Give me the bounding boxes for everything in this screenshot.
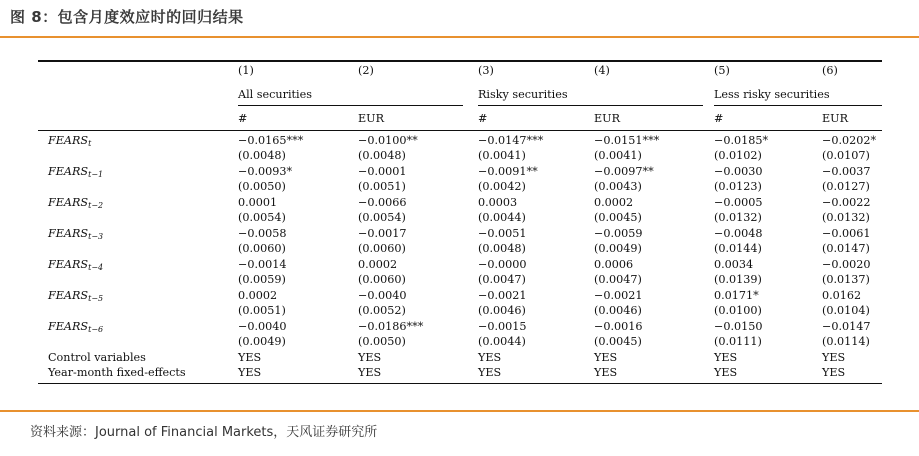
column-subheader: # — [714, 112, 724, 125]
group-underline — [238, 105, 463, 106]
coefficient-cell: −0.0058 — [238, 227, 287, 240]
coefficient-cell: −0.0016 — [594, 320, 643, 333]
row-subscript: t−3 — [88, 232, 104, 241]
std-error-cell: (0.0051) — [358, 180, 406, 193]
column-number: (3) — [478, 64, 494, 77]
coefficient-cell: −0.0093* — [238, 165, 293, 178]
std-error-cell: (0.0059) — [238, 273, 286, 286]
std-error-cell: (0.0139) — [714, 273, 762, 286]
control-value: YES — [594, 351, 618, 364]
row-label — [48, 134, 91, 151]
column-subheader: # — [238, 112, 248, 125]
column-number: (6) — [822, 64, 838, 77]
coefficient-cell: 0.0001 — [238, 196, 278, 209]
std-error-cell: (0.0132) — [822, 211, 870, 224]
coefficient-cell: −0.0147*** — [478, 134, 544, 147]
row-subscript: t−4 — [88, 263, 104, 272]
coefficient-cell: −0.0040 — [358, 289, 407, 302]
column-number: (5) — [714, 64, 730, 77]
std-error-cell: (0.0147) — [822, 242, 870, 255]
std-error-cell: (0.0123) — [714, 180, 762, 193]
coefficient-cell: −0.0097** — [594, 165, 654, 178]
control-value: YES — [358, 351, 382, 364]
row-variable: FEARS — [48, 165, 89, 178]
table-top-rule — [38, 60, 882, 62]
title-rule — [0, 36, 919, 38]
coefficient-cell: −0.0037 — [822, 165, 871, 178]
std-error-cell: (0.0102) — [714, 149, 762, 162]
coefficient-cell: −0.0061 — [822, 227, 871, 240]
std-error-cell: (0.0060) — [358, 273, 406, 286]
coefficient-cell: −0.0091** — [478, 165, 538, 178]
coefficient-cell: −0.0014 — [238, 258, 287, 271]
std-error-cell: (0.0042) — [478, 180, 526, 193]
coefficient-cell: −0.0066 — [358, 196, 407, 209]
std-error-cell: (0.0041) — [478, 149, 526, 162]
control-value: YES — [238, 366, 262, 379]
std-error-cell: (0.0144) — [714, 242, 762, 255]
std-error-cell: (0.0045) — [594, 211, 642, 224]
header-rule — [38, 130, 882, 131]
control-label: Control variables — [48, 351, 146, 364]
column-number: (1) — [238, 64, 254, 77]
std-error-cell: (0.0041) — [594, 149, 642, 162]
coefficient-cell: −0.0015 — [478, 320, 527, 333]
std-error-cell: (0.0060) — [358, 242, 406, 255]
coefficient-cell: −0.0022 — [822, 196, 871, 209]
coefficient-cell: 0.0162 — [822, 289, 862, 302]
row-label — [48, 165, 103, 182]
row-subscript: t−5 — [88, 294, 104, 303]
std-error-cell: (0.0114) — [822, 335, 870, 348]
std-error-cell: (0.0111) — [714, 335, 762, 348]
std-error-cell: (0.0051) — [238, 304, 286, 317]
row-subscript: t−6 — [88, 325, 104, 334]
figure-title: 图 8：包含月度效应时的回归结果 — [10, 8, 244, 26]
coefficient-cell: −0.0059 — [594, 227, 643, 240]
table-bottom-rule — [38, 383, 882, 384]
group-label: Less risky securities — [714, 88, 830, 101]
row-label — [48, 320, 103, 337]
std-error-cell: (0.0046) — [594, 304, 642, 317]
coefficient-cell: −0.0048 — [714, 227, 763, 240]
group-label: All securities — [238, 88, 312, 101]
row-label — [48, 227, 103, 244]
coefficient-cell: 0.0002 — [238, 289, 278, 302]
std-error-cell: (0.0044) — [478, 335, 526, 348]
std-error-cell: (0.0100) — [714, 304, 762, 317]
control-value: YES — [714, 351, 738, 364]
row-label — [48, 289, 103, 306]
std-error-cell: (0.0047) — [594, 273, 642, 286]
std-error-cell: (0.0046) — [478, 304, 526, 317]
row-variable: FEARS — [48, 196, 89, 209]
std-error-cell: (0.0049) — [594, 242, 642, 255]
row-subscript: t−2 — [88, 201, 104, 210]
coefficient-cell: 0.0034 — [714, 258, 754, 271]
control-value: YES — [822, 351, 846, 364]
coefficient-cell: −0.0186*** — [358, 320, 424, 333]
column-subheader: # — [478, 112, 488, 125]
coefficient-cell: −0.0202* — [822, 134, 877, 147]
column-number: (2) — [358, 64, 374, 77]
control-value: YES — [822, 366, 846, 379]
coefficient-cell: −0.0021 — [478, 289, 527, 302]
row-subscript: t — [88, 139, 92, 148]
coefficient-cell: −0.0185* — [714, 134, 769, 147]
row-variable: FEARS — [48, 258, 89, 271]
control-value: YES — [238, 351, 262, 364]
coefficient-cell: 0.0002 — [594, 196, 634, 209]
row-subscript: t−1 — [88, 170, 104, 179]
row-variable: FEARS — [48, 320, 89, 333]
coefficient-cell: 0.0171* — [714, 289, 759, 302]
coefficient-cell: −0.0005 — [714, 196, 763, 209]
row-label — [48, 196, 103, 213]
coefficient-cell: 0.0003 — [478, 196, 518, 209]
control-label: Year-month fixed-effects — [48, 366, 186, 379]
coefficient-cell: −0.0100** — [358, 134, 418, 147]
std-error-cell: (0.0048) — [358, 149, 406, 162]
std-error-cell: (0.0050) — [358, 335, 406, 348]
row-variable: FEARS — [48, 227, 89, 240]
column-subheader: EUR — [358, 112, 385, 125]
column-subheader: EUR — [594, 112, 621, 125]
std-error-cell: (0.0049) — [238, 335, 286, 348]
control-value: YES — [478, 351, 502, 364]
coefficient-cell: −0.0001 — [358, 165, 407, 178]
std-error-cell: (0.0048) — [478, 242, 526, 255]
coefficient-cell: −0.0021 — [594, 289, 643, 302]
std-error-cell: (0.0052) — [358, 304, 406, 317]
coefficient-cell: −0.0030 — [714, 165, 763, 178]
row-variable: FEARS — [48, 289, 89, 302]
std-error-cell: (0.0054) — [358, 211, 406, 224]
coefficient-cell: 0.0006 — [594, 258, 634, 271]
coefficient-cell: −0.0040 — [238, 320, 287, 333]
control-value: YES — [594, 366, 618, 379]
coefficient-cell: −0.0017 — [358, 227, 407, 240]
std-error-cell: (0.0060) — [238, 242, 286, 255]
std-error-cell: (0.0048) — [238, 149, 286, 162]
source-rule — [0, 410, 919, 412]
std-error-cell: (0.0054) — [238, 211, 286, 224]
group-underline — [714, 105, 882, 106]
coefficient-cell: 0.0002 — [358, 258, 398, 271]
std-error-cell: (0.0047) — [478, 273, 526, 286]
coefficient-cell: −0.0000 — [478, 258, 527, 271]
group-label: Risky securities — [478, 88, 568, 101]
coefficient-cell: −0.0147 — [822, 320, 871, 333]
std-error-cell: (0.0044) — [478, 211, 526, 224]
column-subheader: EUR — [822, 112, 849, 125]
coefficient-cell: −0.0165*** — [238, 134, 304, 147]
coefficient-cell: −0.0150 — [714, 320, 763, 333]
row-variable: FEARS — [48, 134, 89, 147]
column-number: (4) — [594, 64, 610, 77]
std-error-cell: (0.0045) — [594, 335, 642, 348]
coefficient-cell: −0.0151*** — [594, 134, 660, 147]
coefficient-cell: −0.0051 — [478, 227, 527, 240]
std-error-cell: (0.0107) — [822, 149, 870, 162]
source-note: 资料来源：Journal of Financial Markets，天风证券研究所 — [30, 425, 378, 440]
std-error-cell: (0.0043) — [594, 180, 642, 193]
coefficient-cell: −0.0020 — [822, 258, 871, 271]
group-underline — [478, 105, 703, 106]
std-error-cell: (0.0050) — [238, 180, 286, 193]
std-error-cell: (0.0137) — [822, 273, 870, 286]
control-value: YES — [358, 366, 382, 379]
std-error-cell: (0.0132) — [714, 211, 762, 224]
control-value: YES — [478, 366, 502, 379]
std-error-cell: (0.0104) — [822, 304, 870, 317]
row-label — [48, 258, 103, 275]
control-value: YES — [714, 366, 738, 379]
std-error-cell: (0.0127) — [822, 180, 870, 193]
